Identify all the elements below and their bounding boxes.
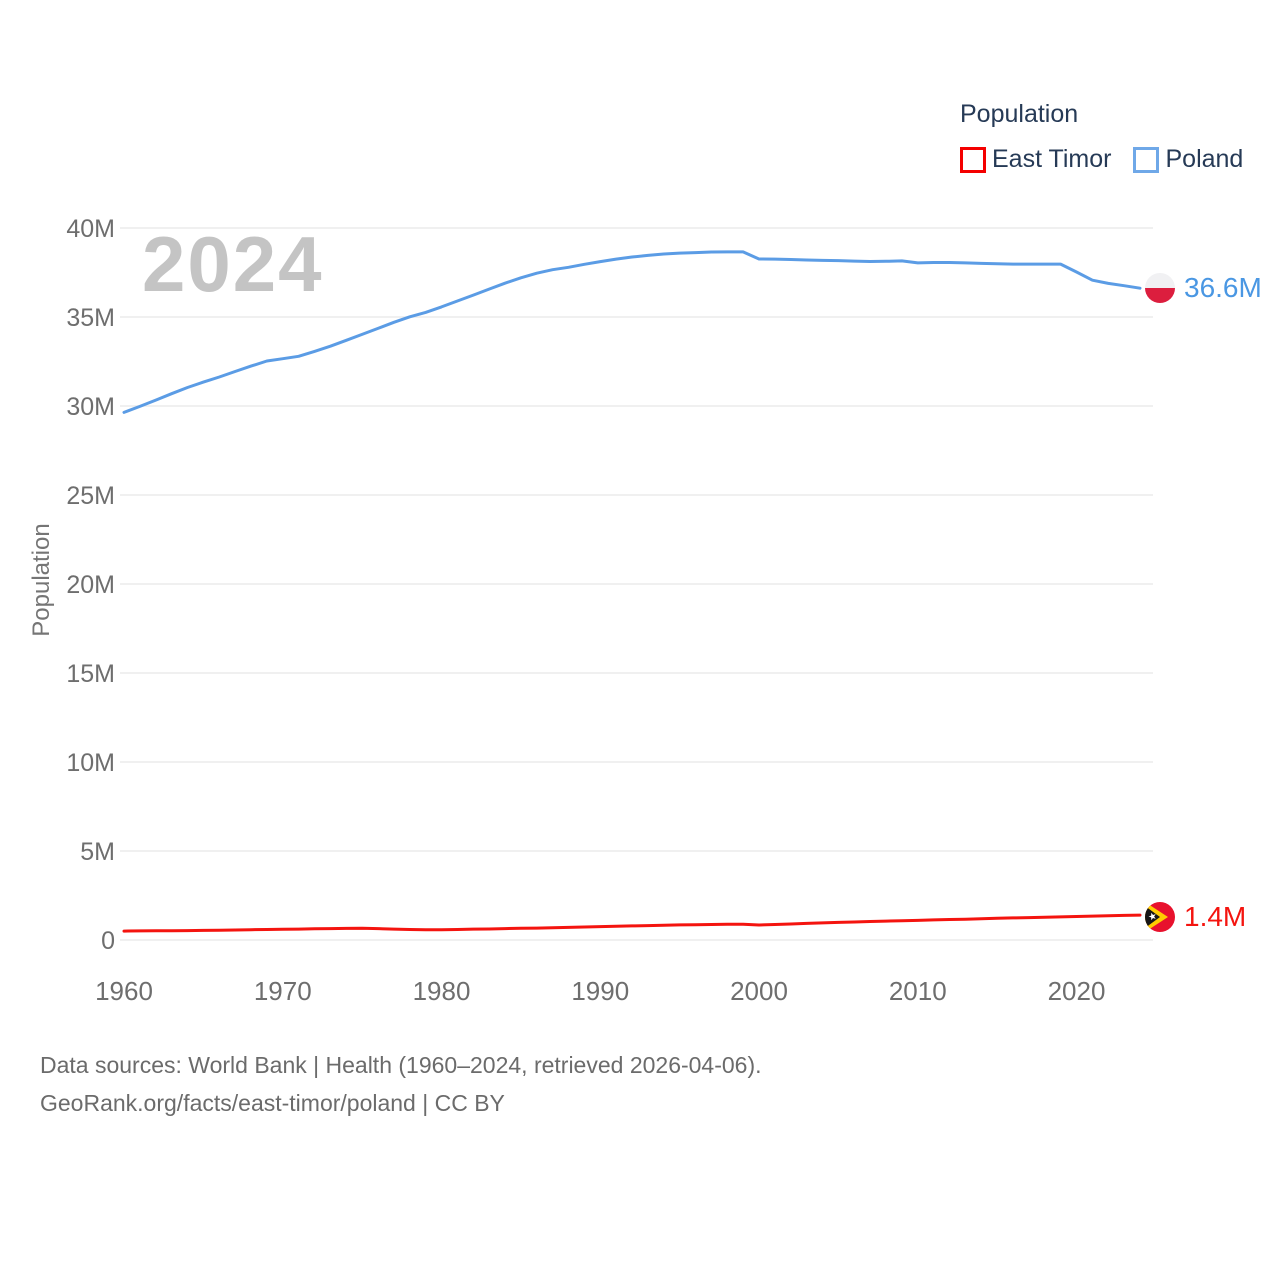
y-tick-label: 5M <box>80 838 115 866</box>
y-tick-label: 10M <box>66 749 115 777</box>
series-line-poland[interactable] <box>124 252 1140 413</box>
x-tick-label: 1960 <box>95 976 153 1006</box>
y-axis-title: Population <box>28 523 55 637</box>
legend-item-label: East Timor <box>992 145 1112 173</box>
x-tick-label: 1980 <box>412 976 471 1006</box>
east-timor-flag-icon <box>1145 902 1175 932</box>
legend-title: Population <box>960 100 1079 128</box>
series-layer <box>124 252 1140 931</box>
grid-layer <box>120 228 1153 940</box>
y-tick-label: 0 <box>101 927 115 955</box>
poland-end-value: 36.6M <box>1184 272 1262 303</box>
y-tick-label: 15M <box>66 660 115 688</box>
x-tick-label: 1970 <box>253 976 312 1006</box>
axis-tick-labels <box>66 215 1105 1006</box>
y-tick-label: 30M <box>66 393 115 421</box>
y-tick-label: 20M <box>66 571 115 599</box>
footer-attribution-link: GeoRank.org/facts/east-timor/poland | CC BY <box>40 1090 505 1116</box>
footer-data-sources: Data sources: World Bank | Health (1960–2024, retrieved 2026-04-06). <box>40 1052 762 1078</box>
y-tick-label: 25M <box>66 482 115 510</box>
footer <box>40 1046 762 1122</box>
legend-item-label: Poland <box>1165 145 1244 173</box>
x-tick-label: 2010 <box>888 976 947 1006</box>
east-timor-end-value: 1.4M <box>1184 901 1247 932</box>
watermark-year: 2024 <box>142 220 324 308</box>
poland-flag-icon <box>1145 273 1175 303</box>
x-tick-label: 2020 <box>1047 976 1106 1006</box>
x-tick-label: 2000 <box>730 976 788 1006</box>
series-line-east-timor[interactable] <box>124 915 1140 931</box>
y-tick-label: 35M <box>66 304 115 332</box>
y-tick-label: 40M <box>66 215 115 243</box>
x-tick-label: 1990 <box>571 976 630 1006</box>
